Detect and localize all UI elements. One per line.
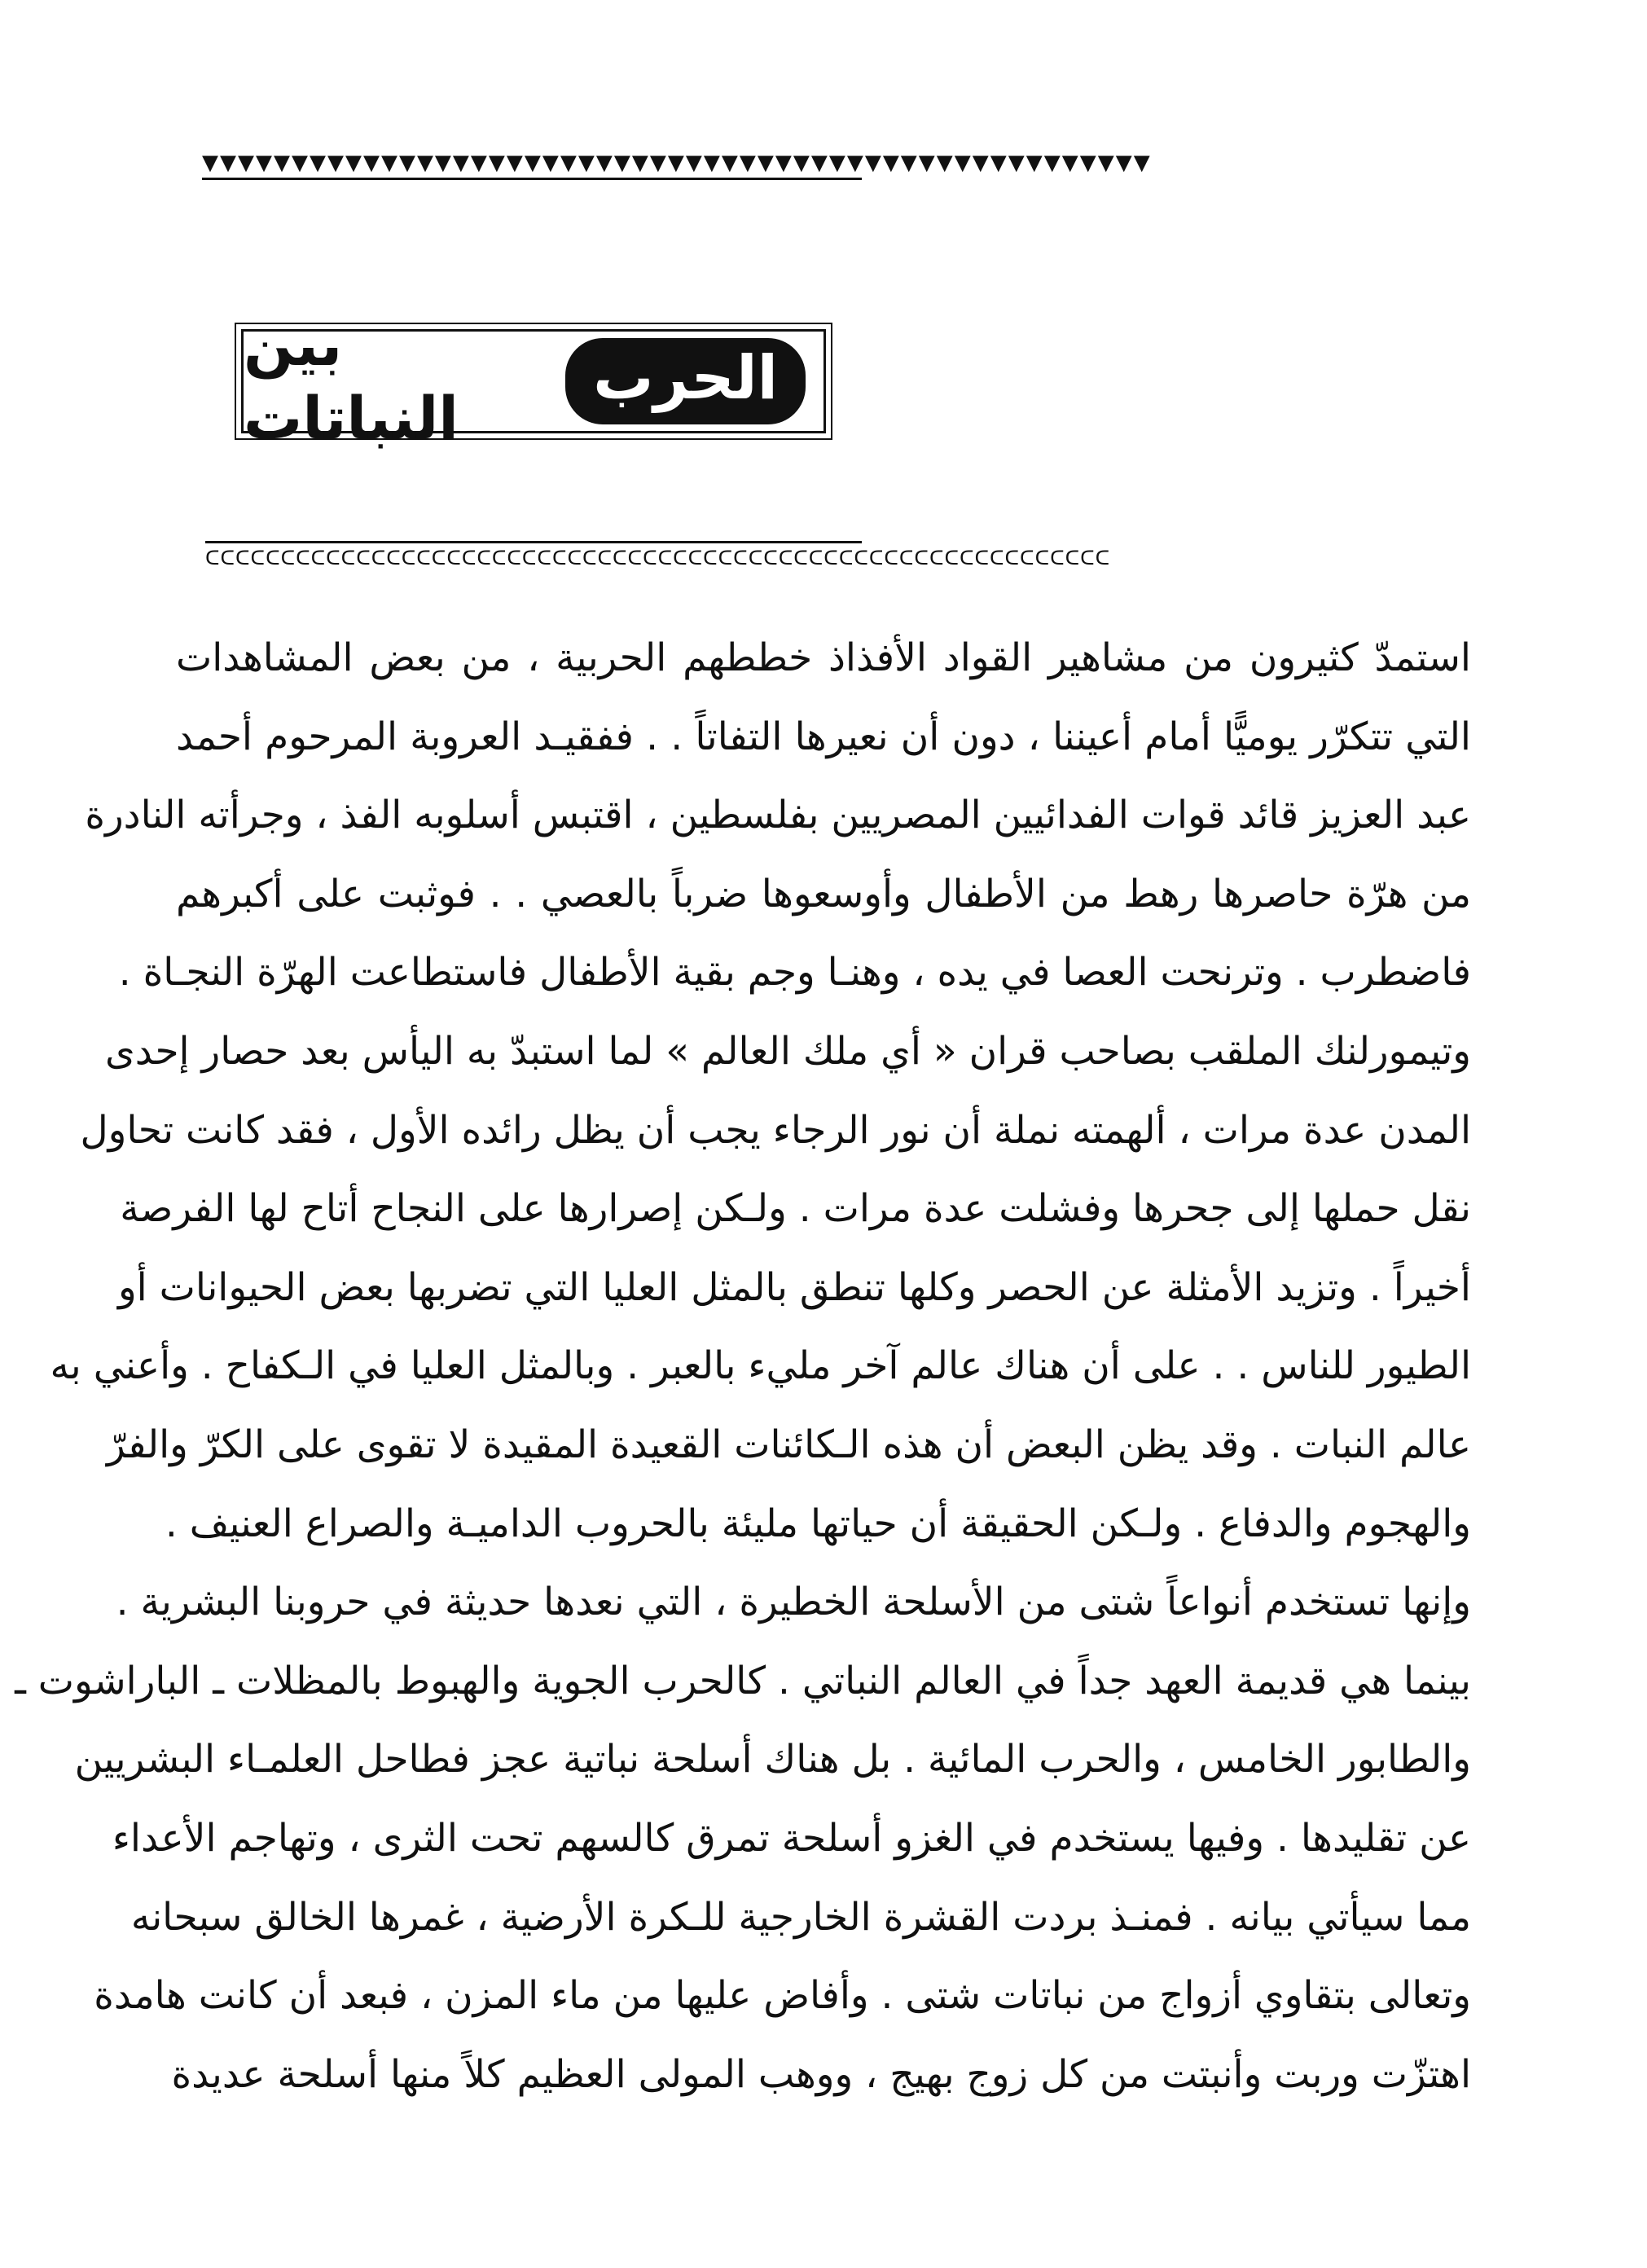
text-line: عن تقليدها . وفيها يستخدم في الغزو أسلحة تمرق كالسهم تحت الثرى ، وتهاجم الأعداء bbox=[112, 1815, 1471, 1861]
body-paragraph bbox=[15, 619, 1471, 2114]
ornament-line bbox=[202, 178, 862, 180]
ornament-glyphs: ᑕᑕᑕᑕᑕᑕᑕᑕᑕᑕᑕᑕᑕᑕᑕᑕᑕᑕᑕᑕᑕᑕᑕᑕᑕᑕᑕᑕᑕᑕᑕᑕᑕᑕᑕᑕᑕᑕᑕᑕᑕᑕᑕᑕᑕᑕᑕᑕᑕᑕᑕᑕᑕᑕᑕᑕᑕᑕᑕᑕ bbox=[205, 547, 1111, 569]
text-line: والهجوم والدفاع . ولـكن الحقيقة أن حياتها مليئة بالحروب الداميـة والصراع العنيف . bbox=[165, 1501, 1471, 1546]
title-rest: بين النباتات bbox=[244, 310, 459, 452]
text-line: عبد العزيز قائد قوات الفدائيين المصريين بفلسطين ، اقتبس أسلوبه الفذ ، وجرأته النادرة bbox=[85, 793, 1471, 838]
text-line: استمدّ كثيرون من مشاهير القواد الأفذاذ خططهم الحربية ، من بعض المشاهدات bbox=[176, 635, 1471, 680]
text-line: وتيمورلنك الملقب بصاحب قران « أي ملك العالم » لما استبدّ به اليأس بعد حصار إحدى bbox=[104, 1028, 1471, 1074]
text-line: والطابور الخامس ، والحرب المائية . بل هناك أسلحة نباتية عجز فطاحل العلمـاء البشريين bbox=[74, 1737, 1471, 1782]
text-line: عالم النبات . وقد يظن البعض أن هذه الـكائنات القعيدة المقيدة لا تقوى على الكرّ والفرّ bbox=[107, 1422, 1471, 1467]
text-line: مما سيأتي بيانه . فمنـذ بردت القشرة الخارجية للـكرة الأرضية ، غمرها الخالق سبحانه bbox=[130, 1894, 1471, 1940]
text-line: اهتزّت وربت وأنبتت من كل زوج بهيج ، ووهب المولى العظيم كلاً منها أسلحة عديدة bbox=[171, 2051, 1471, 2097]
text-line: نقل حملها إلى جحرها وفشلت عدة مرات . ولـكن إصرارها على النجاح أتاح لها الفرصة bbox=[120, 1186, 1471, 1232]
text-line: المدن عدة مرات ، ألهمته نملة أن نور الرجاء يجب أن يظل رائده الأول ، فقد كانت تحاول bbox=[80, 1107, 1471, 1153]
middle-ornamental-rule bbox=[205, 541, 1111, 572]
text-line: فاضطرب . وترنحت العصا في يده ، وهنـا وجم بقية الأطفال فاستطاعت الهرّة النجـاة . bbox=[118, 950, 1471, 996]
ornament-glyphs: ▼▼▼▼▼▼▼▼▼▼▼▼▼▼▼▼▼▼▼▼▼▼▼▼▼▼▼▼▼▼▼▼▼▼▼▼▼▼▼▼▼▼▼▼▼▼▼▼▼▼▼▼▼ bbox=[202, 151, 1152, 175]
text-line: وإنها تستخدم أنواعاً شتى من الأسلحة الخطيرة ، التي نعدها حديثة في حروبنا البشرية . bbox=[116, 1580, 1471, 1625]
text-line: من هرّة حاصرها رهط من الأطفال وأوسعوها ضرباً بالعصي . . فوثبت على أكبرهم bbox=[176, 871, 1471, 916]
ornament-line bbox=[205, 541, 862, 543]
chapter-title-box bbox=[241, 310, 826, 452]
text-line: وتعالى بتقاوي أزواج من نباتات شتى . وأفاض عليها من ماء المزن ، فبعد أن كانت هامدة bbox=[94, 1973, 1471, 2019]
title-highlight: الحرب bbox=[565, 338, 806, 424]
text-line: الطيور للناس . . على أن هناك عالم آخر مليء بالعبر . وبالمثل العليا في الـكفاح . وأعني به bbox=[50, 1343, 1471, 1389]
text-line: أخيراً . وتزيد الأمثلة عن الحصر وكلها تنطق بالمثل العليا التي تضربها بعض الحيوانات أو bbox=[117, 1264, 1471, 1310]
text-line: التي تتكرّر يوميًّا أمام أعيننا ، دون أن نعيرها التفاتاً . . ففقيـد العروبة المرحوم أحمد bbox=[176, 714, 1471, 759]
chapter-title bbox=[244, 310, 824, 452]
top-ornamental-rule bbox=[202, 151, 1152, 184]
text-line: بينما هي قديمة العهد جداً في العالم النباتي . كالحرب الجوية والهبوط بالمظلات ـ الباراشوت ـ bbox=[15, 1658, 1471, 1703]
